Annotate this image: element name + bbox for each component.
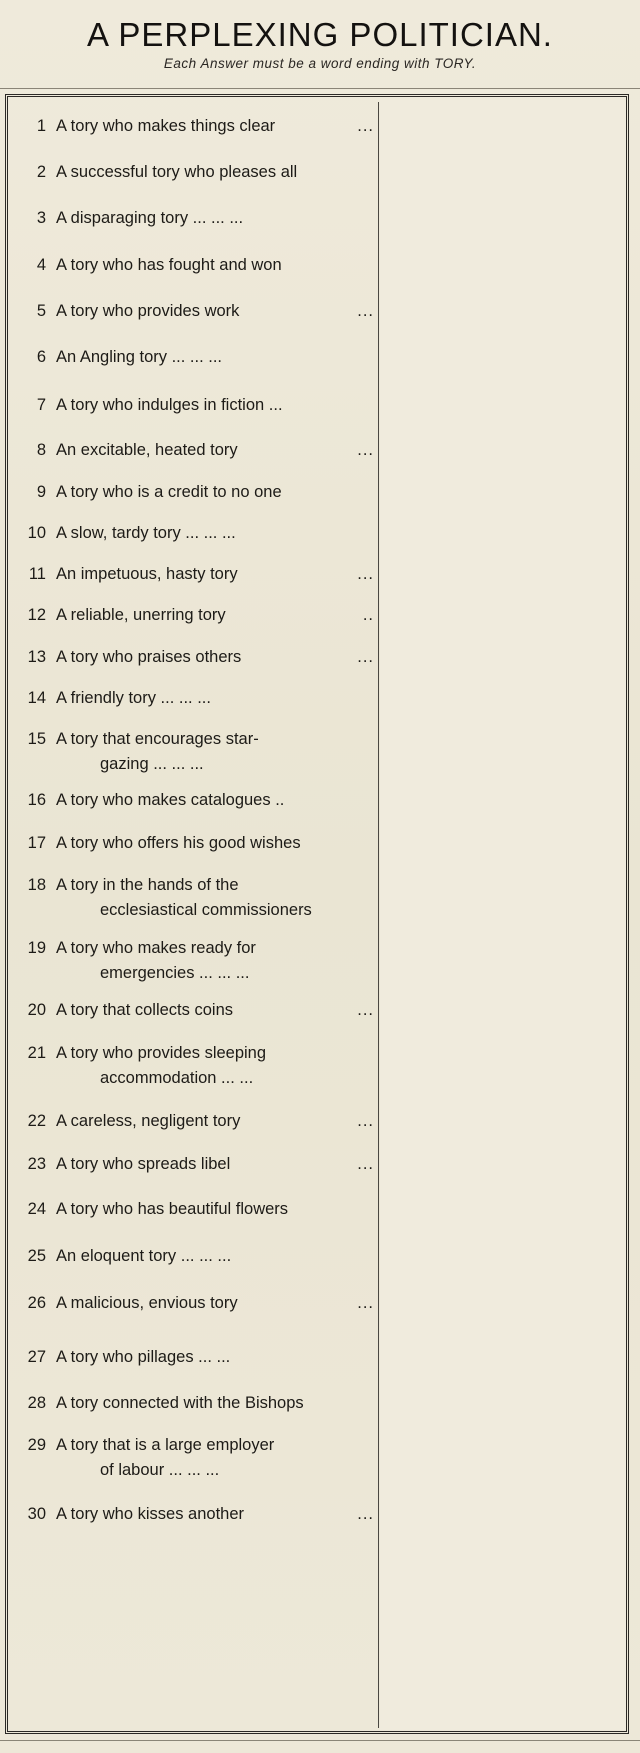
question-text-continued: accommodation ... ... bbox=[100, 1069, 254, 1087]
leader-dots: ... bbox=[357, 441, 374, 459]
question-number: 23 bbox=[27, 1155, 46, 1173]
question-text: A tory that encourages star- bbox=[56, 730, 259, 748]
leader-dots: ... bbox=[357, 1505, 374, 1523]
question-text: A tory in the hands of the bbox=[56, 876, 239, 894]
question-number: 26 bbox=[27, 1294, 46, 1312]
question-number: 21 bbox=[27, 1044, 46, 1062]
leader-dots: ... bbox=[357, 117, 374, 135]
question-number: 11 bbox=[28, 565, 46, 583]
leader-dots: ... bbox=[357, 1112, 374, 1130]
question-text: An Angling tory ... ... ... bbox=[56, 348, 222, 366]
leader-dots: .. bbox=[362, 606, 374, 624]
leader-dots: ... bbox=[357, 302, 374, 320]
question-text: A tory who makes catalogues .. bbox=[56, 791, 285, 809]
leader-dots: ... bbox=[357, 1001, 374, 1019]
question-number: 8 bbox=[36, 441, 46, 459]
question-text: A disparaging tory ... ... ... bbox=[56, 209, 244, 227]
question-number: 20 bbox=[27, 1001, 46, 1019]
question-text: A tory who makes things clear bbox=[56, 117, 276, 135]
question-number: 18 bbox=[27, 876, 46, 894]
question-text-continued: emergencies ... ... ... bbox=[100, 964, 250, 982]
question-number: 5 bbox=[36, 302, 46, 320]
question-text: A tory who kisses another bbox=[56, 1505, 245, 1523]
question-text: A reliable, unerring tory bbox=[56, 606, 226, 624]
question-number: 12 bbox=[27, 606, 46, 624]
question-number: 16 bbox=[27, 791, 46, 809]
question-number: 27 bbox=[27, 1348, 46, 1366]
question-number: 1 bbox=[36, 117, 46, 135]
page-title: A PERPLEXING POLITICIAN. bbox=[87, 16, 553, 53]
leader-dots: ... bbox=[357, 1294, 374, 1312]
question-number: 9 bbox=[36, 483, 46, 501]
question-text: A tory who pillages ... ... bbox=[56, 1348, 231, 1366]
question-text: A friendly tory ... ... ... bbox=[56, 689, 211, 707]
question-text: A tory who spreads libel bbox=[56, 1155, 231, 1173]
question-text: A tory who provides work bbox=[56, 302, 240, 320]
question-number: 25 bbox=[27, 1247, 46, 1265]
question-number: 6 bbox=[36, 348, 46, 366]
question-number: 2 bbox=[36, 163, 46, 181]
question-number: 29 bbox=[27, 1436, 46, 1454]
question-text-continued: ecclesiastical commissioners bbox=[100, 901, 312, 919]
question-number: 3 bbox=[36, 209, 46, 227]
question-text-continued: gazing ... ... ... bbox=[100, 755, 204, 773]
question-number: 7 bbox=[36, 396, 46, 414]
leader-dots: ... bbox=[357, 648, 374, 666]
question-text-continued: of labour ... ... ... bbox=[100, 1461, 220, 1479]
question-text: A slow, tardy tory ... ... ... bbox=[56, 524, 236, 542]
question-text: A tory that is a large employer bbox=[56, 1436, 275, 1454]
question-number: 19 bbox=[27, 939, 46, 957]
question-text: An excitable, heated tory bbox=[56, 441, 238, 459]
leader-dots: ... bbox=[357, 1155, 374, 1173]
question-number: 10 bbox=[27, 524, 46, 542]
question-text: A tory connected with the Bishops bbox=[56, 1394, 304, 1412]
question-text: An eloquent tory ... ... ... bbox=[56, 1247, 232, 1265]
question-text: An impetuous, hasty tory bbox=[56, 565, 238, 583]
question-text: A tory who is a credit to no one bbox=[56, 483, 282, 501]
question-number: 24 bbox=[27, 1200, 46, 1218]
question-text: A careless, negligent tory bbox=[56, 1112, 241, 1130]
question-number: 14 bbox=[27, 689, 46, 707]
question-number: 17 bbox=[27, 834, 46, 852]
question-text: A malicious, envious tory bbox=[56, 1294, 238, 1312]
question-text: A tory who offers his good wishes bbox=[56, 834, 301, 852]
question-number: 30 bbox=[27, 1505, 46, 1523]
column-divider bbox=[378, 102, 379, 1728]
question-number: 13 bbox=[27, 648, 46, 666]
question-text: A tory who makes ready for bbox=[56, 939, 256, 957]
question-text: A successful tory who pleases all bbox=[56, 163, 298, 181]
question-text: A tory who indulges in fiction ... bbox=[56, 396, 283, 414]
question-number: 4 bbox=[36, 256, 46, 274]
answer-column bbox=[380, 100, 626, 1730]
top-rule bbox=[0, 88, 640, 89]
question-text: A tory who provides sleeping bbox=[56, 1044, 267, 1062]
question-number: 28 bbox=[27, 1394, 46, 1412]
question-text: A tory that collects coins bbox=[56, 1001, 233, 1019]
leader-dots: ... bbox=[357, 565, 374, 583]
question-number: 15 bbox=[27, 730, 46, 748]
question-number: 22 bbox=[27, 1112, 46, 1130]
question-text: A tory who has fought and won bbox=[56, 256, 282, 274]
question-text: A tory who praises others bbox=[56, 648, 242, 666]
page-subtitle: Each Answer must be a word ending with TORY. bbox=[163, 56, 477, 71]
bottom-rule bbox=[0, 1740, 640, 1741]
question-text: A tory who has beautiful flowers bbox=[56, 1200, 289, 1218]
